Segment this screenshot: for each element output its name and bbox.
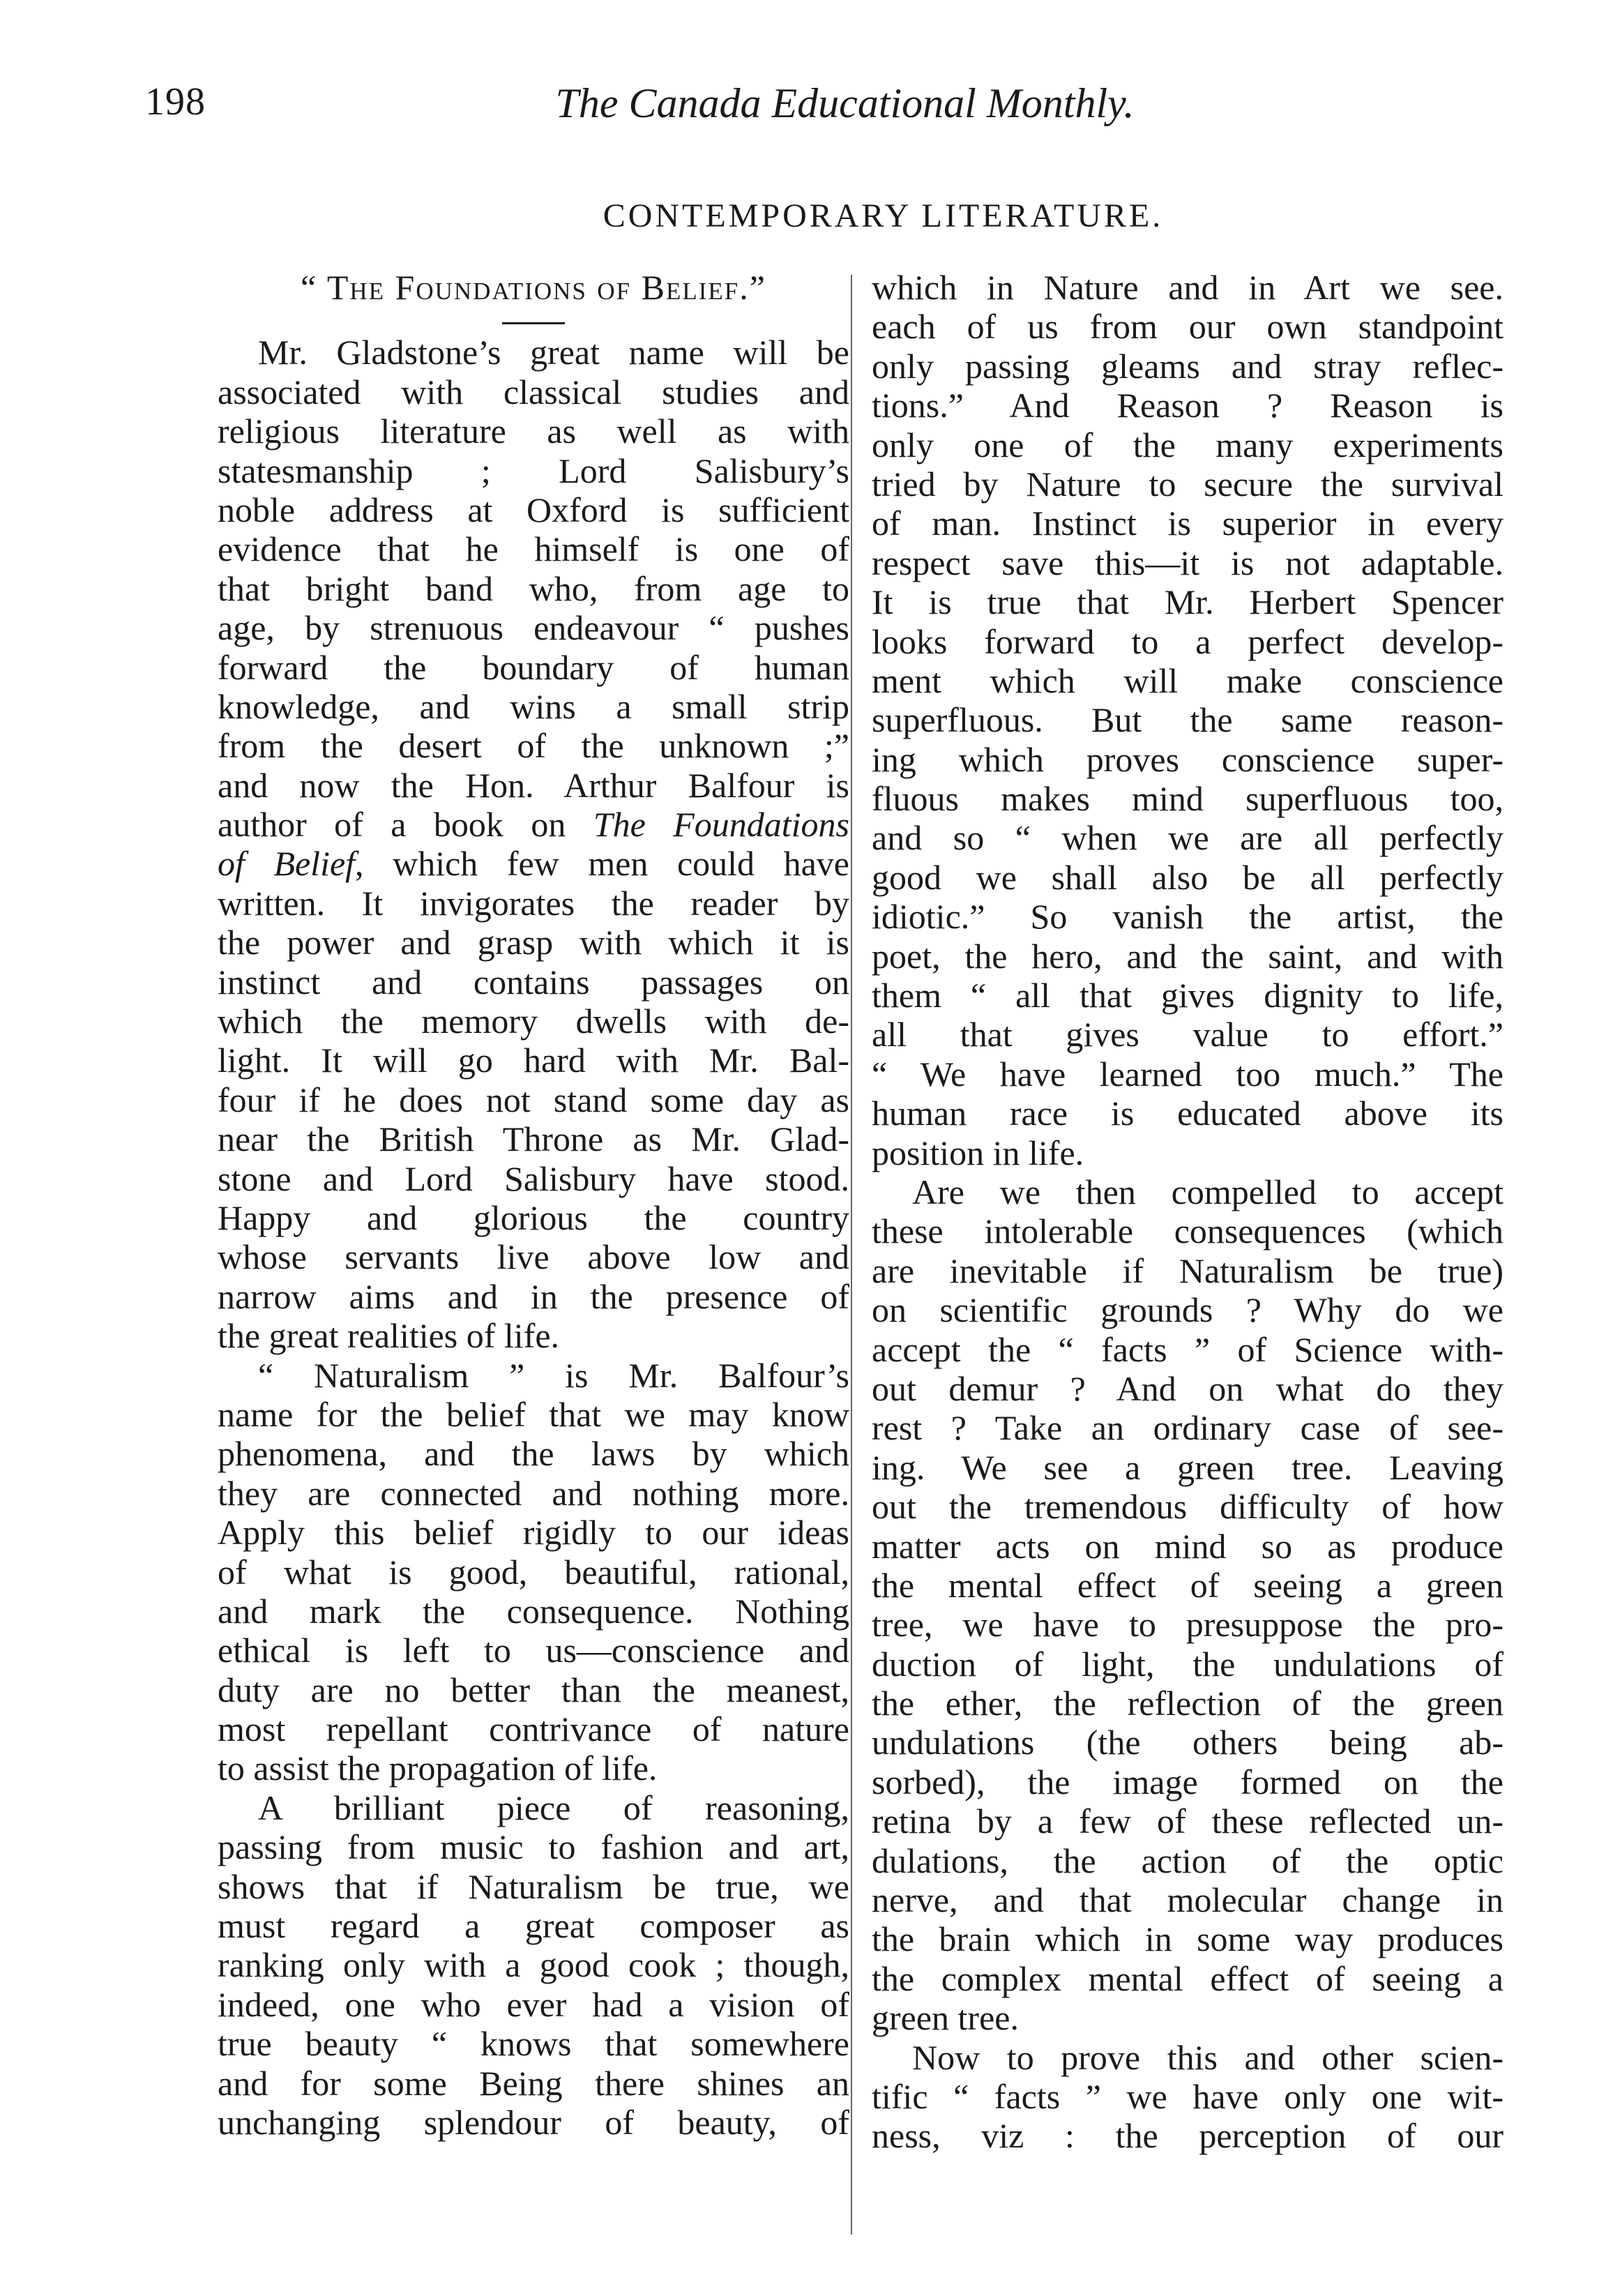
text-line: shows that if Naturalism be true, we bbox=[218, 1866, 849, 1906]
text-line: and for some Being there shines an bbox=[218, 2063, 849, 2103]
text-line: religious literature as well as with bbox=[218, 411, 849, 451]
page-number: 198 bbox=[145, 80, 206, 123]
text-line: retina by a few of these reflected un- bbox=[872, 1802, 1503, 1841]
running-head: The Canada Educational Monthly. bbox=[555, 80, 1135, 126]
text-line: poet, the hero, and the saint, and with bbox=[872, 936, 1503, 976]
left-column bbox=[218, 268, 849, 2142]
text-line: tific “ facts ” we have only one wit- bbox=[872, 2076, 1503, 2116]
right-column bbox=[872, 268, 1503, 2156]
text-line: ment which will make conscience bbox=[872, 660, 1503, 700]
heading-rule bbox=[502, 322, 565, 324]
text-line: Happy and glorious the country bbox=[218, 1198, 849, 1237]
text-line: position in life. bbox=[872, 1133, 1084, 1172]
text-line: whose servants live above low and bbox=[218, 1237, 849, 1277]
text-line: noble address at Oxford is sufficient bbox=[218, 490, 849, 529]
text-line: instinct and contains passages on bbox=[218, 962, 849, 1002]
text-line: that bright band who, from age to bbox=[218, 568, 849, 608]
text-line: stone and Lord Salisbury have stood. bbox=[218, 1158, 849, 1198]
text-line: human race is educated above its bbox=[872, 1094, 1503, 1133]
text-line: ethical is left to us—conscience and bbox=[218, 1631, 849, 1670]
text-line: “ We have learned too much.” The bbox=[872, 1054, 1503, 1094]
text-line: duty are no better than the meanest, bbox=[218, 1670, 849, 1709]
text-line: only passing gleams and stray reflec- bbox=[872, 346, 1503, 386]
text-line: accept the “ facts ” of Science with- bbox=[872, 1329, 1503, 1369]
text-line: associated with classical studies and bbox=[218, 372, 849, 411]
text-line: ing. We see a green tree. Leaving bbox=[872, 1447, 1503, 1487]
text-line: ing which proves conscience super- bbox=[872, 739, 1503, 779]
text-line: rest ? Take an ordinary case of see- bbox=[872, 1408, 1503, 1448]
text-line: It is true that Mr. Herbert Spencer bbox=[872, 582, 1503, 622]
text-line: narrow aims and in the presence of bbox=[218, 1276, 849, 1316]
text-line: age, by strenuous endeavour “ pushes bbox=[218, 608, 849, 648]
text-line: Apply this belief rigidly to our ideas bbox=[218, 1513, 849, 1553]
text-line: of Belief, which few men could have bbox=[218, 844, 849, 884]
text-line: and mark the consequence. Nothing bbox=[218, 1591, 849, 1631]
text-line: Now to prove this and other scien- bbox=[912, 2037, 1503, 2077]
text-line: sorbed), the image formed on the bbox=[872, 1762, 1503, 1802]
text-line: tried by Nature to secure the survival bbox=[872, 464, 1503, 504]
text-line: duction of light, the undulations of bbox=[872, 1644, 1503, 1684]
text-line: respect save this—it is not adaptable. bbox=[872, 543, 1503, 582]
text-line: undulations (the others being ab- bbox=[872, 1723, 1503, 1762]
text-line: looks forward to a perfect develop- bbox=[872, 621, 1503, 661]
text-line: are inevitable if Naturalism be true) bbox=[872, 1251, 1503, 1290]
text-line: out demur ? And on what do they bbox=[872, 1368, 1503, 1408]
text-line: Are we then compelled to accept bbox=[912, 1172, 1503, 1211]
text-line: and now the Hon. Arthur Balfour is bbox=[218, 765, 849, 805]
text-line: good we shall also be all perfectly bbox=[872, 857, 1503, 897]
text-line: only one of the many experiments bbox=[872, 425, 1503, 465]
text-line: the complex mental effect of seeing a bbox=[872, 1958, 1503, 1998]
text-line: indeed, one who ever had a vision of bbox=[218, 1984, 849, 2024]
text-line: “ Naturalism ” is Mr. Balfour’s bbox=[258, 1355, 849, 1395]
text-line: four if he does not stand some day as bbox=[218, 1080, 849, 1119]
text-line: nerve, and that molecular change in bbox=[872, 1880, 1503, 1920]
text-line: ranking only with a good cook ; though, bbox=[218, 1945, 849, 1985]
text-line: true beauty “ knows that somewhere bbox=[218, 2024, 849, 2064]
text-line: the power and grasp with which it is bbox=[218, 923, 849, 962]
text-line: superfluous. But the same reason- bbox=[872, 700, 1503, 740]
text-line: of man. Instinct is superior in every bbox=[872, 504, 1503, 543]
text-line: green tree. bbox=[872, 1998, 1019, 2038]
text-line: idiotic.” So vanish the artist, the bbox=[872, 897, 1503, 937]
text-line: of what is good, beautiful, rational, bbox=[218, 1552, 849, 1592]
text-line: matter acts on mind so as produce bbox=[872, 1526, 1503, 1566]
article-heading: “ The Foundations of Belief.” bbox=[301, 268, 766, 307]
text-line: ness, viz : the perception of our bbox=[872, 2116, 1503, 2156]
column-divider bbox=[851, 275, 852, 2235]
text-line: they are connected and nothing more. bbox=[218, 1473, 849, 1513]
text-line: tions.” And Reason ? Reason is bbox=[872, 386, 1503, 425]
text-line: from the desert of the unknown ;” bbox=[218, 726, 849, 766]
text-line: passing from music to fashion and art, bbox=[218, 1827, 849, 1867]
text-line: forward the boundary of human bbox=[218, 647, 849, 687]
text-line: out the tremendous difficulty of how bbox=[872, 1487, 1503, 1527]
text-line: which the memory dwells with de- bbox=[218, 1002, 849, 1041]
text-line: knowledge, and wins a small strip bbox=[218, 686, 849, 726]
text-line: A brilliant piece of reasoning, bbox=[258, 1788, 849, 1827]
text-line: light. It will go hard with Mr. Bal- bbox=[218, 1041, 849, 1080]
text-line: on scientific grounds ? Why do we bbox=[872, 1290, 1503, 1330]
text-line: statesmanship ; Lord Salisbury’s bbox=[218, 451, 849, 490]
section-title: CONTEMPORARY LITERATURE. bbox=[603, 197, 1164, 234]
text-line: them “ all that gives dignity to life, bbox=[872, 976, 1503, 1015]
text-line: these intolerable consequences (which bbox=[872, 1211, 1503, 1251]
text-line: most repellant contrivance of nature bbox=[218, 1709, 849, 1749]
text-line: and so “ when we are all perfectly bbox=[872, 818, 1503, 858]
text-line: phenomena, and the laws by which bbox=[218, 1434, 849, 1474]
text-line: unchanging splendour of beauty, of bbox=[218, 2102, 849, 2142]
text-line: near the British Throne as Mr. Glad- bbox=[218, 1119, 849, 1159]
text-line: all that gives value to effort.” bbox=[872, 1015, 1503, 1055]
text-line: tree, we have to presuppose the pro- bbox=[872, 1605, 1503, 1645]
text-line: which in Nature and in Art we see. bbox=[872, 268, 1503, 307]
text-line: evidence that he himself is one of bbox=[218, 529, 849, 569]
text-line: the mental effect of seeing a green bbox=[872, 1565, 1503, 1605]
text-line: written. It invigorates the reader by bbox=[218, 883, 849, 923]
text-line: the ether, the reflection of the green bbox=[872, 1684, 1503, 1723]
text-line: fluous makes mind superfluous too, bbox=[872, 779, 1503, 819]
text-line: the great realities of life. bbox=[218, 1316, 560, 1356]
text-line: must regard a great composer as bbox=[218, 1906, 849, 1946]
text-line: Mr. Gladstone’s great name will be bbox=[258, 333, 849, 372]
text-line: to assist the propagation of life. bbox=[218, 1749, 658, 1788]
text-line: author of a book on The Foundations bbox=[218, 805, 849, 845]
text-line: name for the belief that we may know bbox=[218, 1394, 849, 1434]
text-line: dulations, the action of the optic bbox=[872, 1841, 1503, 1880]
text-line: the brain which in some way produces bbox=[872, 1919, 1503, 1959]
text-line: each of us from our own standpoint bbox=[872, 307, 1503, 347]
